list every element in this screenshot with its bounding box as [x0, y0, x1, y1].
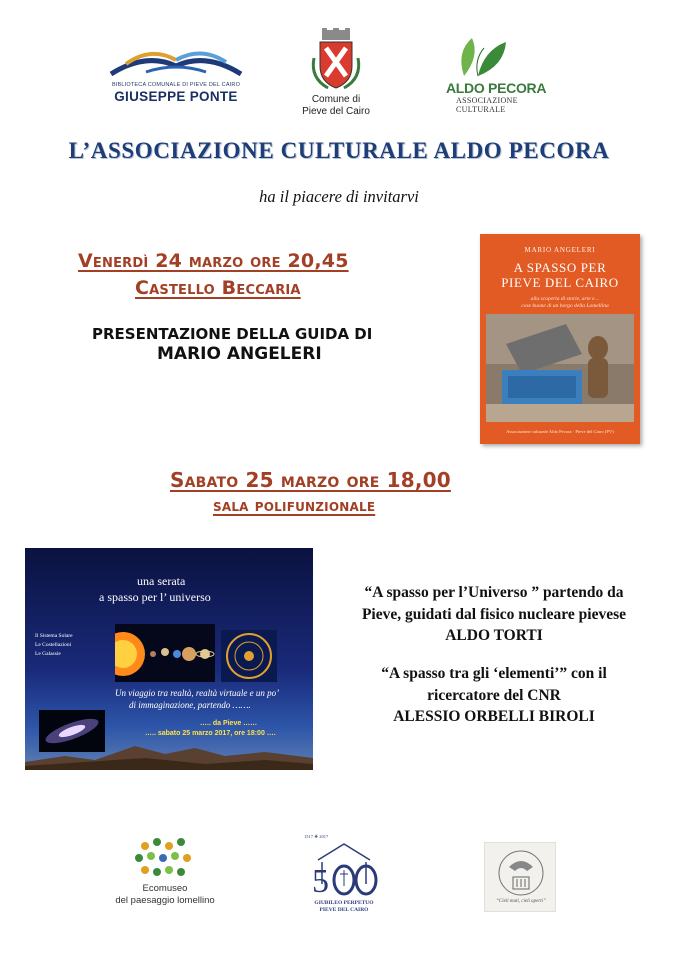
talk1-speaker: ALDO TORTI	[445, 627, 543, 644]
aldo-pecora-name: ALDO PECORA	[446, 80, 547, 96]
talk2-line1: “A spasso tra gli ‘elementi’” con il	[381, 665, 607, 682]
universe-poster	[25, 548, 313, 770]
comune-line1: Comune di	[311, 94, 361, 105]
aldo-pecora-logo	[446, 32, 556, 112]
poster-topics	[35, 632, 73, 659]
poster-da-pieve: ….. da Pieve ……	[200, 720, 258, 727]
poster-serata-line1: una serata	[137, 574, 186, 588]
giubileo-line2: PIEVE DEL CAIRO	[319, 907, 369, 913]
poster-topic: Il Sistema Solare	[35, 633, 73, 639]
event1-date: Venerdì 24 marzo ore 20,45	[78, 250, 349, 272]
book-subtitle-line1: alla scoperta di storie, arte e…	[530, 296, 600, 302]
page-title: L’ASSOCIAZIONE CULTURALE ALDO PECORA	[68, 138, 610, 163]
presentation-author: MARIO ANGELERI	[157, 344, 322, 364]
giubileo-logo	[304, 832, 384, 920]
invitation-subtitle: ha il piacere di invitarvi	[259, 187, 419, 206]
book-photo	[486, 314, 634, 422]
svg-text:5: 5	[312, 863, 329, 898]
leaves-icon	[454, 32, 514, 80]
poster-date: ….. sabato 25 marzo 2017, ore 18:00 ….	[145, 730, 276, 737]
presentation-heading: PRESENTAZIONE DELLA GUIDA DI	[92, 325, 373, 343]
book-cover	[480, 234, 640, 444]
talk2-line2: ricercatore del CNR	[427, 687, 561, 704]
comune-line2: Pieve del Cairo	[302, 106, 370, 117]
seal-motto: “Cieli muti, cieli aperti”	[496, 899, 546, 904]
book-title-line2: PIEVE DEL CAIRO	[501, 275, 619, 290]
seal-emblem-icon	[495, 849, 547, 897]
book-subtitle	[510, 296, 620, 310]
aldo-pecora-sub: ASSOCIAZIONE CULTURALE	[456, 96, 518, 114]
comune-logo	[296, 28, 376, 120]
book-subtitle-line2: cose buone di un borgo della Lomellina	[521, 303, 609, 309]
ecomuseo-logo	[110, 838, 220, 910]
book-title	[480, 260, 640, 290]
giubileo-year-left: 1517 ❖ 2017	[304, 834, 329, 839]
ecomuseo-line2: del paesaggio lomellino	[115, 895, 215, 906]
poster-viaggio-line1: Un viaggio tra realtà, realtà virtuale e un po’	[115, 688, 280, 698]
coat-of-arms-icon	[308, 28, 364, 92]
biblioteca-name: GIUSEPPE PONTE	[114, 89, 238, 104]
poster-serata-line2: a spasso per l’ universo	[99, 590, 211, 604]
poster-topic: Le Costellazioni	[35, 642, 72, 648]
talk2-speaker: ALESSIO ORBELLI BIROLI	[393, 708, 595, 725]
church-500-icon	[308, 840, 380, 898]
event2-venue: sala polifunzionale	[213, 496, 376, 516]
seal-logo	[484, 842, 556, 912]
mountains-silhouette	[25, 736, 313, 770]
talk1-line2: Pieve, guidati dal fisico nucleare pievese	[361, 606, 627, 623]
event2-date: Sabato 25 marzo ore 18,00	[170, 468, 451, 492]
talk1-line1: “A spasso per l’Universo ” partendo da	[364, 584, 624, 601]
book-author: MARIO ANGELERI	[524, 246, 596, 254]
giubileo-line1: GIUBILEO PERPETUO	[314, 900, 374, 906]
ecomuseo-flowers-icon	[135, 838, 195, 880]
biblioteca-logo	[96, 44, 256, 112]
book-wings-icon	[106, 44, 246, 82]
zodiac-wheel-image	[221, 630, 277, 682]
event1-venue: Castello Beccaria	[135, 277, 301, 299]
biblioteca-subtitle: BIBLIOTECA COMUNALE DI PIEVE DEL CAIRO	[111, 82, 241, 88]
poster-topic: Le Galassie	[35, 651, 61, 657]
poster-viaggio-line2: di immaginazione, partendo …….	[129, 700, 251, 710]
ecomuseo-line1: Ecomuseo	[142, 883, 188, 894]
book-footer: Associazione culturale Aldo Pecora · Pieve del Cairo (PV)	[506, 429, 614, 434]
solar-system-image	[115, 624, 215, 682]
book-title-line1: A SPASSO PER	[513, 260, 607, 275]
